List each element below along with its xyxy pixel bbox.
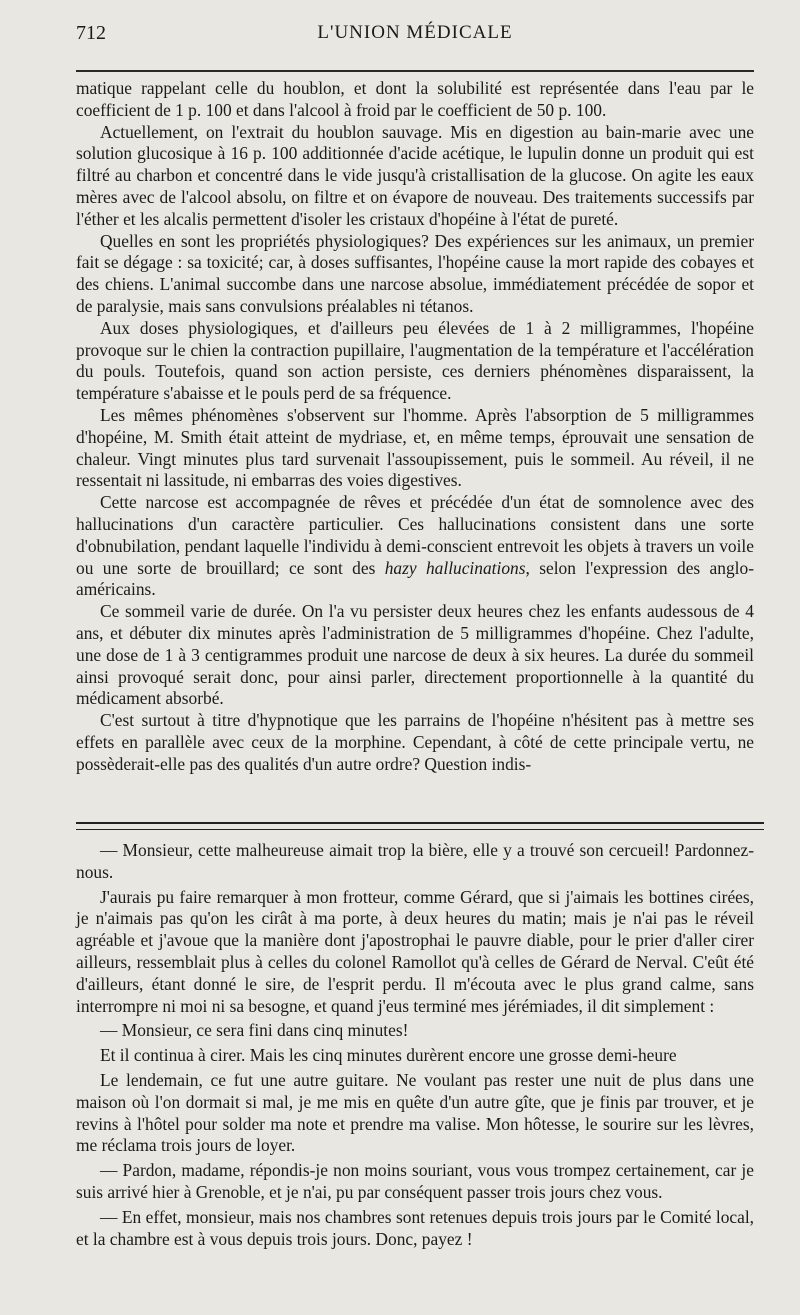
article-body bbox=[76, 78, 754, 818]
feuilleton-body bbox=[76, 840, 754, 1250]
feuilleton-paragraph: — En effet, monsieur, mais nos chambres sont retenues depuis trois jours par le Comité local, et la chambre est à vous depuis trois jours. Donc, payez ! bbox=[76, 1206, 754, 1249]
italic-term: hazy hallucinations bbox=[384, 557, 526, 578]
article-paragraph: Les mêmes phénomènes s'observent sur l'homme. Après l'absorption de 5 milligrammes d'hopéine, M. Smith était atteint de mydriase, et, en même temps, éprouvait une sensation de chaleur. Vingt minutes plus tard survenait l'assoupissement, puis le sommeil. Au réveil, il ne ressentait ni lassitude, ni embarras des voies digestives. bbox=[76, 404, 754, 491]
page-number: 712 bbox=[76, 22, 106, 44]
article-paragraph: Quelles en sont les propriétés physiologiques? Des expériences sur les animaux, un premier fait se dégage : sa toxicité; car, à doses suffisantes, l'hopéine cause la mort rapide des cobayes et des chiens. L'animal succombe dans une narcose absolue, immédiatement précédée de sopor et de paralysie, mais sans convulsions préalables ni tétanos. bbox=[76, 230, 754, 316]
feuilleton-divider bbox=[76, 822, 764, 830]
article-paragraph: matique rappelant celle du houblon, et dont la solubilité est représentée dans l'eau par le coefficient de 1 p. 100 et dans l'alcool à froid par le coefficient de 50 p. 100. bbox=[76, 78, 754, 120]
page-header bbox=[76, 20, 754, 52]
feuilleton-paragraph: Le lendemain, ce fut une autre guitare. Ne voulant pas rester une nuit de plus dans une maison où l'on dormait si mal, je me mis en quête d'un autre gîte, que je finis par trouver, et je revins à l'hôtel pour solder ma note et prendre ma valise. Mon hôtesse, le sourire sur les lèvres, me réclama trois jours de loyer. bbox=[76, 1069, 754, 1156]
running-head: L'UNION MÉDICALE bbox=[317, 22, 513, 43]
article-paragraph-tail: , selon l'expression des anglo-américains. bbox=[76, 557, 754, 600]
article-paragraph-text: Cette narcose est accompagnée de rêves et précédée d'un état de somnolence avec des hallucinations d'un caractère particulier. Ces hallucinations consistent dans une sorte d'obnubilation, pendant laquelle l'individu à demi-conscient entrevoit les objets à travers un voile ou une sorte de brouillard; ce sont des bbox=[76, 492, 754, 578]
feuilleton-paragraph: Et il continua à cirer. Mais les cinq minutes durèrent encore une grosse demi-heure bbox=[100, 1045, 677, 1066]
feuilleton-paragraph: — Monsieur, ce sera fini dans cinq minutes! bbox=[100, 1020, 409, 1041]
article-paragraph: Actuellement, on l'extrait du houblon sauvage. Mis en digestion au bain-marie avec une solution glucosique à 16 p. 100 additionnée d'acide acétique, le lupulin donne un produit qui est filtré au charbon et concentré dans le vide jusqu'à cristallisation de la glucose. On agite les eaux mères avec de l'alcool absolu, on filtre et on évapore de nouveau. Des traitements successifs par l'éther et les alcalis permettent d'isoler les cristaux d'hopéine à l'état de pureté. bbox=[76, 121, 754, 229]
feuilleton-paragraph: — Monsieur, cette malheureuse aimait trop la bière, elle y a trouvé son cercueil! Pardonnez-nous. bbox=[76, 840, 754, 882]
article-paragraph: Ce sommeil varie de durée. On l'a vu persister deux heures chez les enfants audessous de 4 ans, et débuter dix minutes après l'administration de 5 milligrammes d'hopéine. Chez l'adulte, une dose de 1 à 3 centigrammes produit une narcose de deux à six heures. La durée du sommeil ainsi provoqué serait donc, pour ainsi parler, directement proportionnelle à la quantité du médicament absorbé. bbox=[76, 601, 754, 709]
article-paragraph: C'est surtout à titre d'hypnotique que les parrains de l'hopéine n'hésitent pas à mettre ses effets en parallèle avec ceux de la morphine. Cependant, à côté de cette principale vertu, ne possèderait-elle pas des qualités d'un autre ordre? Question indis- bbox=[76, 710, 754, 774]
feuilleton-paragraph: — Pardon, madame, répondis-je non moins souriant, vous vous trompez certainement, car je suis arrivé hier à Grenoble, et je n'ai, pu par conséquent passer trois jours chez vous. bbox=[76, 1160, 754, 1202]
article-paragraph bbox=[76, 492, 754, 601]
header-rule bbox=[76, 70, 754, 72]
article-paragraph: Aux doses physiologiques, et d'ailleurs peu élevées de 1 à 2 milligrammes, l'hopéine provoque sur le chien la contraction pupillaire, l'augmentation de la température et l'accélération du pouls. Toutefois, quand son action persiste, ces derniers phénomènes disparaissent, la température s'abaisse et le pouls perd de sa fréquence. bbox=[76, 317, 754, 404]
feuilleton-paragraph: J'aurais pu faire remarquer à mon frotteur, comme Gérard, que si j'aimais les bottines cirées, je n'aimais pas qu'on les cirât à ma porte, à deux heures du matin; mais je n'ai pas le réveil agréable et j'avoue que la manière dont j'apostrophai le pauvre diable, pour le prier d'aller cirer ailleurs, ressemblait plus à celles du colonel Ramollot qu'à celles de Gérard de Nerval. C'eût été d'ailleurs, étant donné le sire, de l'esprit perdu. Il m'écouta avec le plus grand calme, sans interrompre ni moi ni sa besogne, et quand j'eus terminé mes jérémiades, il dit simplement : bbox=[76, 886, 754, 1016]
